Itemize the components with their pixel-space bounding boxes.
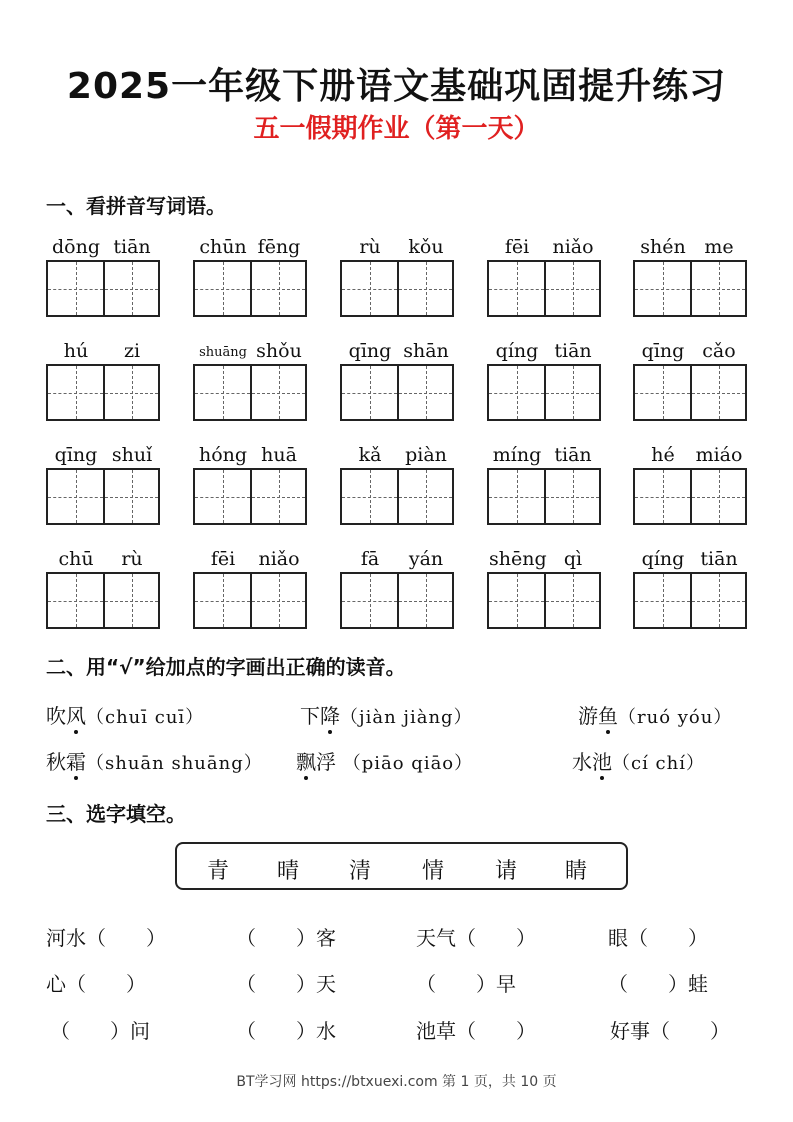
writing-cell[interactable] — [103, 262, 158, 315]
pinyin-label — [487, 548, 603, 570]
pinyin-label — [193, 236, 309, 258]
fill-blank[interactable]: 眼（ ） — [608, 926, 708, 950]
pinyin-syllable: tiān — [554, 444, 592, 466]
choice-char: 请 — [495, 859, 518, 884]
dotted-char: 池 — [592, 750, 612, 774]
writing-boxes[interactable] — [193, 468, 307, 525]
writing-cell[interactable] — [397, 262, 452, 315]
pronunciation-item[interactable] — [296, 746, 473, 775]
writing-boxes[interactable] — [46, 260, 160, 317]
writing-boxes[interactable] — [340, 468, 454, 525]
pinyin-syllable: qīng — [54, 444, 98, 466]
pinyin-syllable: hóng — [198, 444, 248, 466]
dotted-char: 飘 — [296, 750, 316, 774]
pinyin-label — [193, 444, 309, 466]
pinyin-syllable: shǒu — [256, 340, 302, 362]
writing-boxes[interactable] — [633, 364, 747, 421]
writing-boxes[interactable] — [487, 468, 601, 525]
pinyin-options[interactable]: （ruó yóu） — [618, 707, 733, 728]
pinyin-label — [633, 548, 749, 570]
writing-boxes[interactable] — [193, 572, 307, 629]
writing-cell[interactable] — [397, 366, 452, 419]
writing-cell[interactable] — [544, 470, 599, 523]
word-char: 水 — [572, 750, 592, 774]
writing-cell[interactable] — [690, 574, 745, 627]
pinyin-syllable: hú — [63, 340, 89, 362]
pinyin-syllable: dōng — [51, 236, 100, 258]
section3-heading: 三、选字填空。 — [46, 802, 186, 826]
pinyin-label — [46, 444, 162, 466]
writing-cell[interactable] — [103, 470, 158, 523]
pinyin-options[interactable]: （chuī cuī） — [86, 707, 205, 728]
pinyin-syllable: yán — [408, 548, 444, 570]
writing-cell[interactable] — [48, 470, 103, 523]
writing-cell[interactable] — [195, 262, 250, 315]
fill-blank[interactable]: （ ）早 — [416, 972, 516, 996]
writing-cell[interactable] — [48, 262, 103, 315]
choice-char: 青 — [207, 859, 230, 884]
writing-cell[interactable] — [250, 470, 305, 523]
fill-blank[interactable]: （ ）蛙 — [608, 972, 708, 996]
writing-cell[interactable] — [397, 574, 452, 627]
pinyin-syllable: qīng — [641, 340, 685, 362]
pinyin-syllable: hé — [651, 444, 675, 466]
page-footer: BT学习网 https://btxuexi.com 第 1 页，共 10 页 — [236, 1074, 557, 1090]
pinyin-label — [340, 236, 456, 258]
pinyin-label — [193, 548, 309, 570]
pinyin-syllable: cǎo — [702, 340, 736, 362]
writing-boxes[interactable] — [340, 572, 454, 629]
pinyin-syllable: shēng — [489, 548, 547, 570]
pinyin-label — [340, 340, 456, 362]
section1-heading: 一、看拼音写词语。 — [46, 194, 226, 218]
pinyin-syllable: me — [704, 236, 734, 258]
writing-cell[interactable] — [489, 366, 544, 419]
pinyin-syllable: piàn — [405, 444, 447, 466]
writing-cell[interactable] — [544, 574, 599, 627]
pinyin-syllable: qíng — [495, 340, 539, 362]
writing-cell[interactable] — [690, 262, 745, 315]
section2-heading: 二、用“√”给加点的字画出正确的读音。 — [46, 655, 406, 679]
dotted-char: 降 — [320, 704, 340, 728]
pinyin-options[interactable]: （piāo qiāo） — [336, 753, 474, 774]
writing-boxes[interactable] — [193, 364, 307, 421]
writing-cell[interactable] — [48, 366, 103, 419]
pinyin-syllable: qì — [563, 548, 583, 570]
writing-boxes[interactable] — [46, 572, 160, 629]
pronunciation-item[interactable] — [572, 746, 705, 775]
writing-cell[interactable] — [635, 366, 690, 419]
pinyin-label — [193, 340, 309, 362]
writing-cell[interactable] — [103, 574, 158, 627]
writing-boxes[interactable] — [340, 260, 454, 317]
pinyin-syllable: rù — [121, 548, 143, 570]
word-char: 下 — [300, 704, 320, 728]
writing-cell[interactable] — [342, 262, 397, 315]
writing-boxes[interactable] — [487, 572, 601, 629]
fill-blank[interactable]: 好事（ ） — [610, 1019, 730, 1043]
pinyin-syllable: kǎ — [358, 444, 382, 466]
choice-char: 睛 — [565, 859, 588, 884]
pinyin-syllable: fēng — [257, 236, 301, 258]
writing-cell[interactable] — [195, 366, 250, 419]
writing-cell[interactable] — [48, 574, 103, 627]
fill-blank[interactable]: 天气（ ） — [416, 926, 536, 950]
pinyin-label — [340, 444, 456, 466]
word-char: 浮 — [316, 750, 336, 774]
pinyin-syllable: tiān — [113, 236, 151, 258]
pinyin-syllable: shuāng — [199, 345, 247, 360]
writing-boxes[interactable] — [46, 468, 160, 525]
dotted-char: 鱼 — [598, 704, 618, 728]
dotted-char: 风 — [66, 704, 86, 728]
writing-boxes[interactable] — [340, 364, 454, 421]
pinyin-label — [340, 548, 456, 570]
pinyin-label — [633, 340, 749, 362]
writing-cell[interactable] — [489, 470, 544, 523]
pinyin-options[interactable]: （cí chí） — [612, 753, 705, 774]
pronunciation-item[interactable] — [46, 746, 263, 775]
pronunciation-item[interactable] — [578, 700, 732, 729]
writing-cell[interactable] — [195, 574, 250, 627]
pinyin-label — [633, 236, 749, 258]
pinyin-syllable: miáo — [695, 444, 743, 466]
writing-cell[interactable] — [690, 470, 745, 523]
pinyin-syllable: tiān — [554, 340, 592, 362]
writing-boxes[interactable] — [633, 572, 747, 629]
pinyin-syllable: shān — [403, 340, 449, 362]
choice-char: 清 — [349, 859, 372, 884]
writing-cell[interactable] — [544, 262, 599, 315]
character-choice-box — [175, 842, 628, 890]
pinyin-label — [487, 236, 603, 258]
writing-cell[interactable] — [489, 262, 544, 315]
pinyin-options[interactable]: （shuān shuāng） — [86, 753, 263, 774]
pinyin-syllable: huā — [261, 444, 297, 466]
word-char: 游 — [578, 704, 598, 728]
pinyin-label — [487, 444, 603, 466]
writing-cell[interactable] — [342, 366, 397, 419]
pinyin-label — [46, 548, 162, 570]
pronunciation-item[interactable] — [300, 700, 473, 729]
writing-cell[interactable] — [195, 470, 250, 523]
writing-boxes[interactable] — [46, 364, 160, 421]
pinyin-syllable: fēi — [504, 236, 530, 258]
writing-cell[interactable] — [489, 574, 544, 627]
pinyin-options[interactable]: （jiàn jiàng） — [340, 707, 473, 728]
page-subtitle: 五一假期作业（第一天） — [253, 114, 540, 144]
writing-cell[interactable] — [103, 366, 158, 419]
fill-blank[interactable]: （ ）水 — [236, 1019, 336, 1043]
pinyin-syllable: zi — [123, 340, 141, 362]
fill-blank[interactable]: 河水（ ） — [46, 926, 166, 950]
word-char: 秋 — [46, 750, 66, 774]
writing-cell[interactable] — [635, 574, 690, 627]
pinyin-label — [487, 340, 603, 362]
fill-blank[interactable]: （ ）天 — [236, 972, 336, 996]
pinyin-label — [46, 340, 162, 362]
pinyin-syllable: niǎo — [552, 236, 594, 258]
writing-boxes[interactable] — [193, 260, 307, 317]
writing-cell[interactable] — [342, 574, 397, 627]
dotted-char: 霜 — [66, 750, 86, 774]
pronunciation-item[interactable] — [46, 700, 204, 729]
pinyin-syllable: shén — [640, 236, 686, 258]
word-char: 吹 — [46, 704, 66, 728]
writing-cell[interactable] — [250, 262, 305, 315]
writing-boxes[interactable] — [633, 260, 747, 317]
fill-blank[interactable]: 心（ ） — [46, 972, 146, 996]
writing-cell[interactable] — [397, 470, 452, 523]
pinyin-label — [46, 236, 162, 258]
pinyin-syllable: kǒu — [408, 236, 444, 258]
choice-char: 情 — [422, 859, 445, 884]
pinyin-label — [633, 444, 749, 466]
fill-blank[interactable]: （ ）客 — [236, 926, 336, 950]
pinyin-syllable: fā — [360, 548, 380, 570]
pinyin-syllable: shuǐ — [111, 444, 153, 466]
fill-blank[interactable]: 池草（ ） — [416, 1019, 536, 1043]
pinyin-syllable: tiān — [700, 548, 738, 570]
writing-boxes[interactable] — [487, 364, 601, 421]
writing-cell[interactable] — [690, 366, 745, 419]
pinyin-syllable: chūn — [199, 236, 247, 258]
writing-cell[interactable] — [635, 262, 690, 315]
writing-boxes[interactable] — [633, 468, 747, 525]
fill-blank[interactable]: （ ）问 — [50, 1019, 150, 1043]
pinyin-syllable: míng — [492, 444, 542, 466]
pinyin-syllable: niǎo — [258, 548, 300, 570]
page-title: 2025一年级下册语文基础巩固提升练习 — [66, 66, 727, 107]
writing-cell[interactable] — [250, 366, 305, 419]
writing-cell[interactable] — [635, 470, 690, 523]
choice-char: 晴 — [277, 859, 300, 884]
pinyin-syllable: qíng — [641, 548, 685, 570]
writing-cell[interactable] — [250, 574, 305, 627]
pinyin-syllable: rù — [359, 236, 381, 258]
writing-boxes[interactable] — [487, 260, 601, 317]
pinyin-syllable: chū — [58, 548, 94, 570]
pinyin-syllable: qīng — [348, 340, 392, 362]
writing-cell[interactable] — [342, 470, 397, 523]
pinyin-syllable: fēi — [210, 548, 236, 570]
writing-cell[interactable] — [544, 366, 599, 419]
